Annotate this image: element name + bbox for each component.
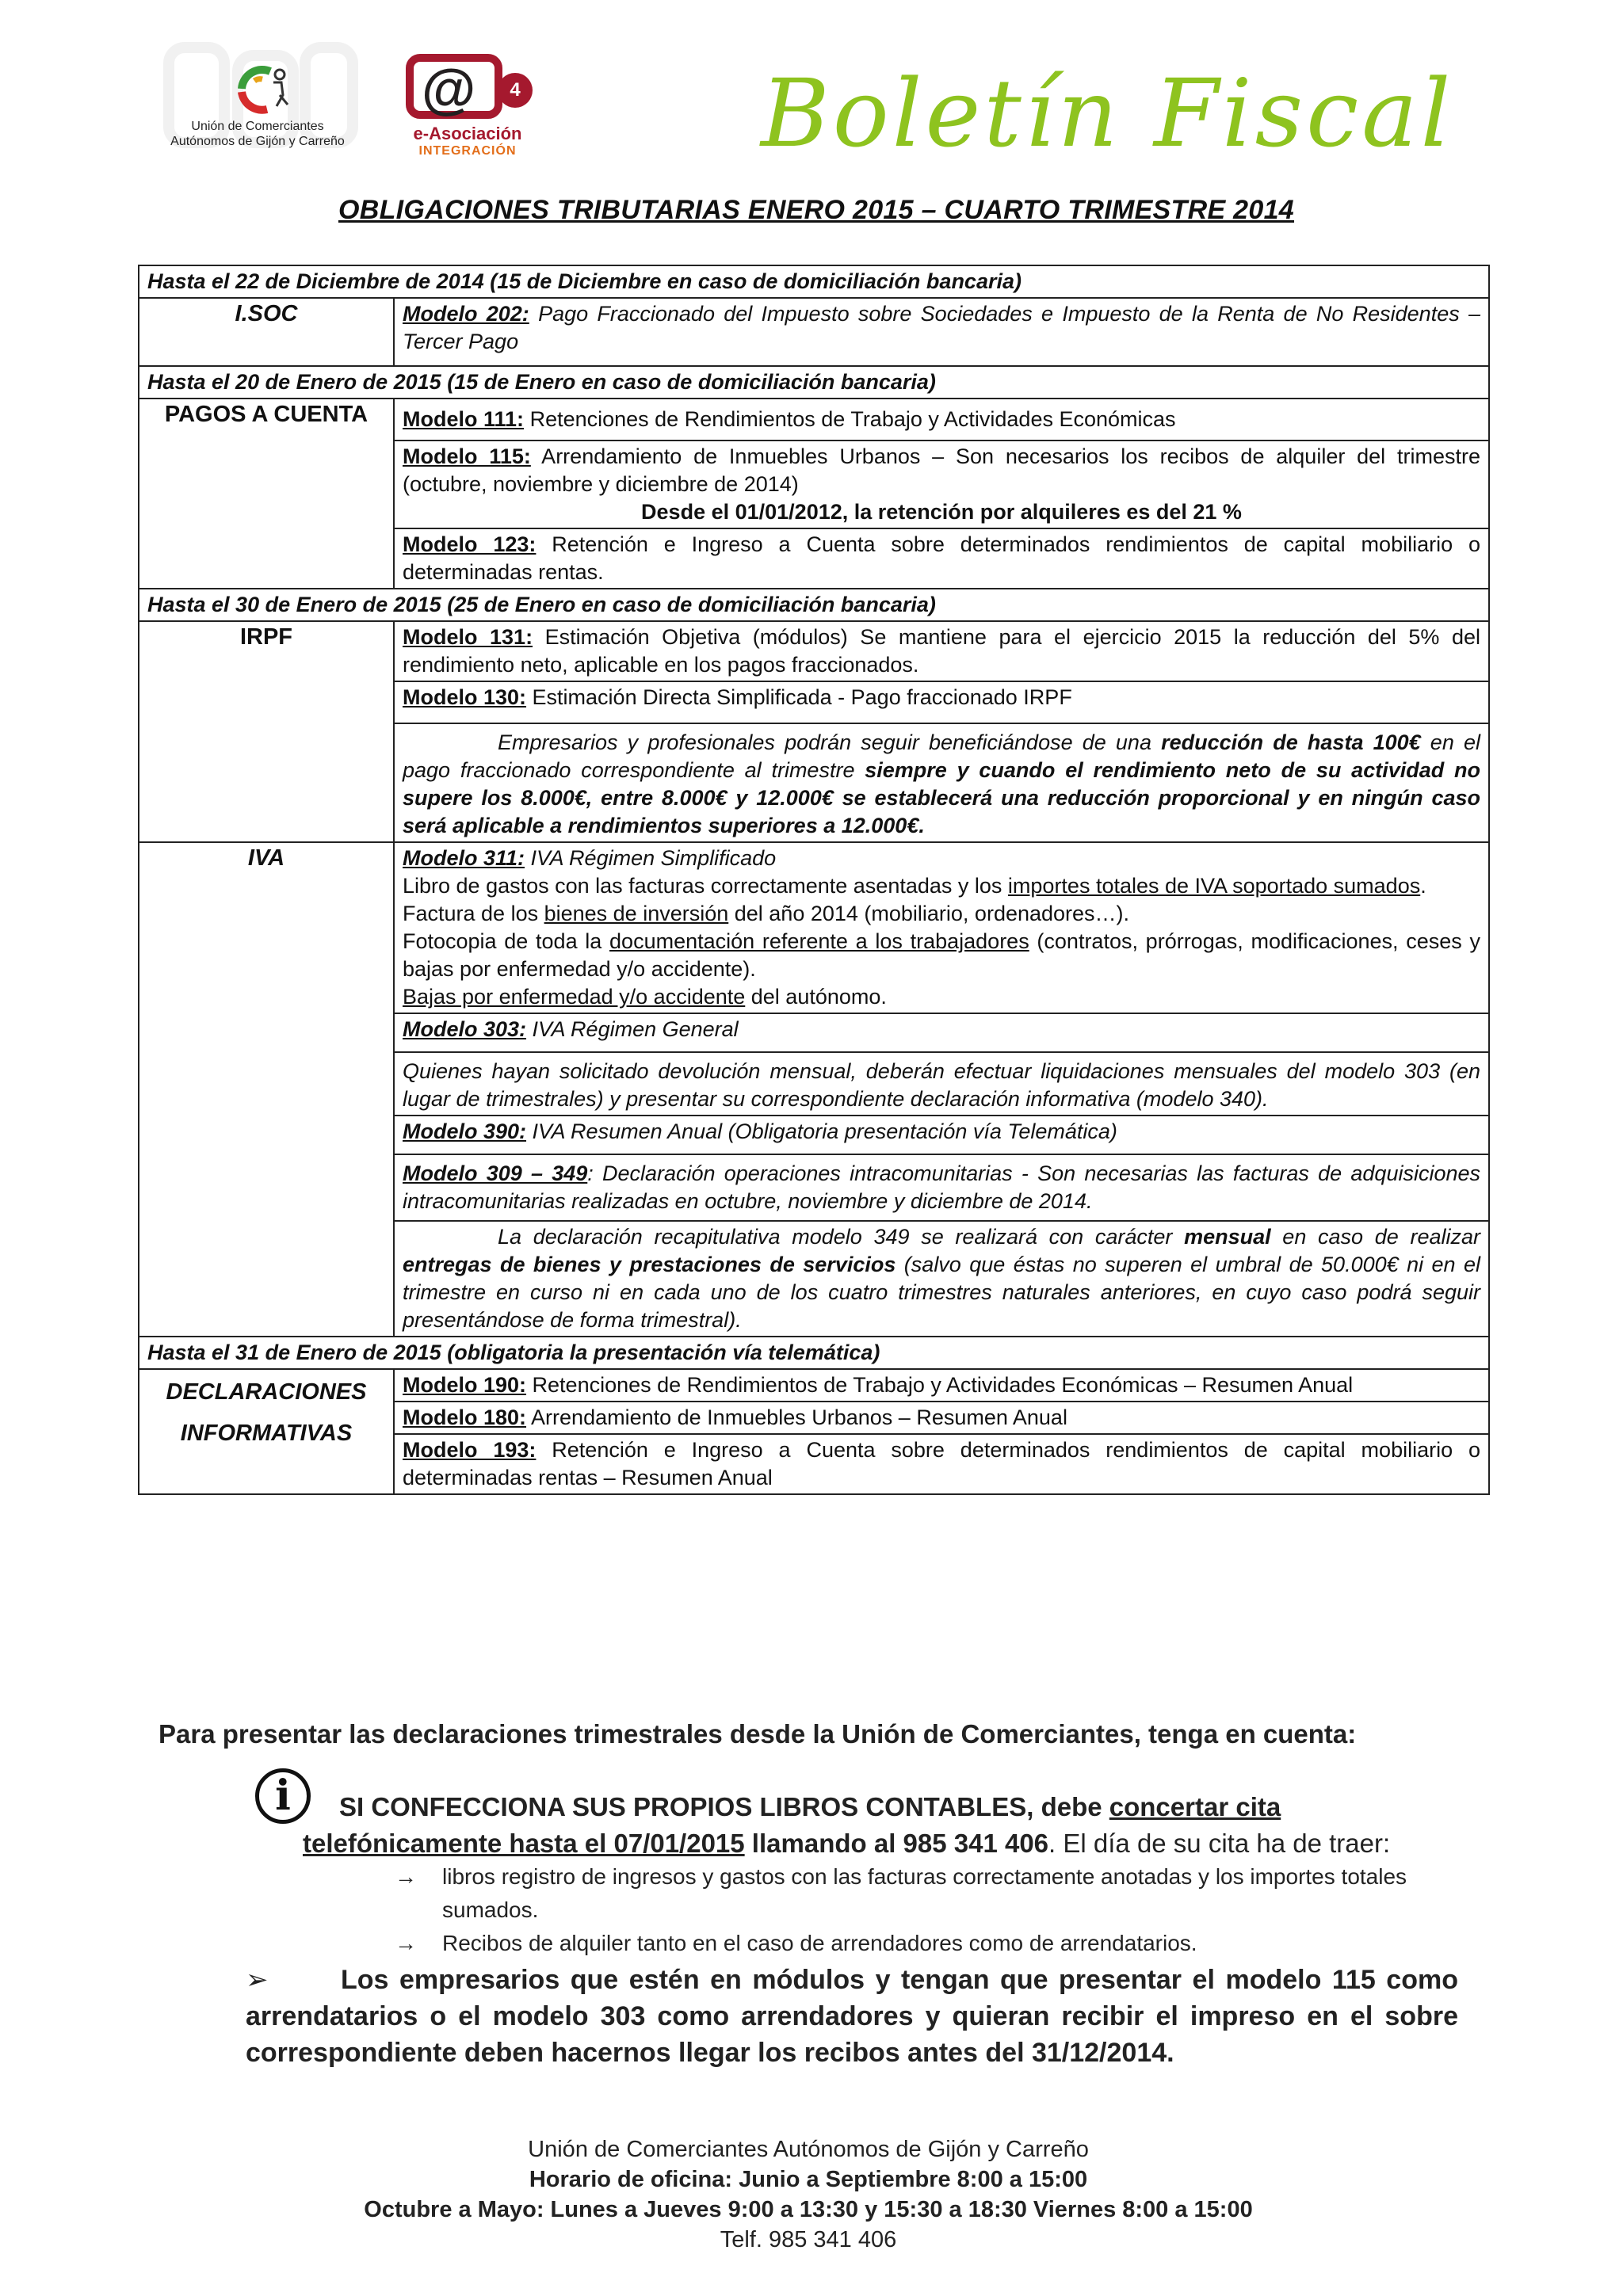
tax-label-isoc: I.SOC xyxy=(139,298,394,366)
model-number: Modelo 180: xyxy=(403,1405,527,1429)
model-number: Modelo 131: xyxy=(403,625,533,649)
model-cell xyxy=(394,681,1489,723)
list-item-text: Recibos de alquiler tanto en el caso de arrendadores como de arrendatarios. xyxy=(442,1931,1197,1955)
tax-label-irpf: IRPF xyxy=(139,621,394,842)
table-row xyxy=(139,1369,1489,1402)
model-description: IVA Régimen General xyxy=(526,1017,739,1041)
model-description: Retenciones de Rendimientos de Trabajo y Actividades Económicas xyxy=(524,407,1176,431)
e-asociacion-logo xyxy=(396,54,539,165)
section-header-row xyxy=(139,366,1489,399)
table-row xyxy=(139,621,1489,681)
model-description: Retención e Ingreso a Cuenta sobre determinados rendimientos de capital mobiliario o determinadas rentas – Resumen Anual xyxy=(403,1438,1480,1489)
comerciantes-emblem-icon xyxy=(235,63,291,116)
model-description: Pago Fraccionado del Impuesto sobre Sociedades e Impuesto de la Renta de No Residentes – Tercer Pago xyxy=(403,302,1480,353)
logo2-line2: INTEGRACIÓN xyxy=(418,144,517,158)
logo2-line1: e-Asociación xyxy=(413,124,522,143)
model-number: Modelo 115: xyxy=(403,444,531,468)
requirement-line xyxy=(403,900,1480,928)
model-description: IVA Régimen Simplificado xyxy=(525,846,777,870)
requirement-underlined: importes totales de IVA soportado sumados xyxy=(1007,874,1421,898)
model-cell xyxy=(394,1154,1489,1221)
page-footer xyxy=(317,2134,1300,2255)
arrow-icon: → xyxy=(395,1931,417,1955)
reduction-condition: siempre y cuando el rendimiento neto de su actividad no supere los 8.000€, entre 8.000€ y 12.000€ se establecerá una reducción proporcional y en ningún caso será aplicable a rendimientos superiores a 12.000€. xyxy=(403,758,1480,837)
retention-note: Desde el 01/01/2012, la retención por alquileres es del 21 % xyxy=(641,500,1242,524)
section-header-row xyxy=(139,265,1489,298)
requirement-underlined: Bajas por enfermedad y/o accidente xyxy=(403,985,746,1009)
list-item xyxy=(388,1860,1482,1927)
requirement-text: Fotocopia de toda la xyxy=(403,929,610,953)
model-description: Estimación Objetiva (módulos) Se mantiene para el ejercicio 2015 la reducción del 5% del rendimiento neto, aplicable en los pagos fraccionados. xyxy=(403,625,1480,677)
requirement-text: del año 2014 (mobiliario, ordenadores…). xyxy=(728,902,1130,925)
model-number: Modelo 111: xyxy=(403,407,525,431)
section-header: Hasta el 31 de Enero de 2015 (obligatoria la presentación vía telemática) xyxy=(139,1337,1489,1369)
obligations-table xyxy=(138,265,1490,1495)
appointment-text xyxy=(303,1789,1460,1862)
requirement-line xyxy=(403,872,1480,900)
note-text: (salvo que éstas no superen el umbral de 50.000€ ni en el trimestre en curso ni en cada uno de los cuatro trimestres naturales anteriores, en cuyo caso podrá seguir presentándose de forma trimestral). xyxy=(403,1253,1480,1332)
requirement-text: del autónomo. xyxy=(745,985,887,1009)
table-row xyxy=(139,842,1489,1013)
model-description: Arrendamiento de Inmuebles Urbanos – Resumen Anual xyxy=(526,1405,1067,1429)
model-number: Modelo 390: xyxy=(403,1119,527,1143)
info-icon-glyph: i xyxy=(275,1772,291,1820)
note-bold: mensual xyxy=(1184,1225,1271,1249)
modules-note xyxy=(246,1962,1458,2071)
label-line: DECLARACIONES xyxy=(166,1379,367,1405)
appointment-underlined: concertar cita telefónicamente hasta el 07/01/2015 xyxy=(303,1792,1281,1858)
model-description: Estimación Directa Simplificada - Pago fraccionado IRPF xyxy=(526,685,1072,709)
reduction-note-cell xyxy=(394,723,1489,842)
monthly-refund-note: Quienes hayan solicitado devolución mensual, deberán efectuar liquidaciones mensuales del modelo 303 (en lugar de trimestrales) y presentar su correspondiente declaración informativa (modelo 340). xyxy=(394,1052,1489,1116)
tax-label-iva: IVA xyxy=(139,842,394,1337)
at-sign-icon: @ xyxy=(422,58,476,120)
model-number: Modelo 190: xyxy=(403,1373,527,1397)
model-number: Modelo 309 – 349 xyxy=(403,1161,588,1185)
notes-intro: Para presentar las declaraciones trimestrales desde la Unión de Comerciantes, tenga en cuenta: xyxy=(158,1719,1357,1749)
arrow-icon: → xyxy=(395,1864,417,1889)
list-item xyxy=(388,1927,1482,1960)
reduction-text: Empresarios y profesionales podrán seguir beneficiándose de una xyxy=(498,730,1162,754)
model-cell xyxy=(394,842,1489,1013)
requirement-text: Factura de los xyxy=(403,902,544,925)
model-line xyxy=(403,845,1480,872)
model-number: Modelo 202: xyxy=(403,302,529,326)
model-number: Modelo 193: xyxy=(403,1438,537,1462)
model-description: : Declaración operaciones intracomunitarias - Son necesarias las facturas de adquisiciones intracomunitarias realizadas en octubre, noviembre y diciembre de 2014. xyxy=(403,1161,1481,1213)
model-description: IVA Resumen Anual (Obligatoria presentación vía Telemática) xyxy=(526,1119,1117,1143)
note-text: en caso de realizar xyxy=(1270,1225,1480,1249)
model-line xyxy=(403,443,1480,498)
model-cell xyxy=(394,621,1489,681)
requirement-text: . xyxy=(1420,874,1426,898)
section-header: Hasta el 22 de Diciembre de 2014 (15 de Diciembre en caso de domiciliación bancaria) xyxy=(139,265,1489,298)
model-cell xyxy=(394,1013,1489,1052)
model-cell xyxy=(394,441,1489,528)
appointment-phone: llamando al 985 341 406 xyxy=(744,1829,1049,1858)
model-number: Modelo 311: xyxy=(403,846,525,870)
section-header: Hasta el 20 de Enero de 2015 (15 de Enero en caso de domiciliación bancaria) xyxy=(139,366,1489,399)
model-description: Arrendamiento de Inmuebles Urbanos – Son necesarios los recibos de alquiler del trimestre (octubre, noviembre y diciembre de 2014) xyxy=(403,444,1480,496)
recapitulative-note xyxy=(394,1221,1489,1337)
tax-label-declaraciones xyxy=(139,1369,394,1494)
requirement-underlined: documentación referente a los trabajadores xyxy=(609,929,1029,953)
at-box-icon xyxy=(406,54,502,119)
brand-title: Boletín Fiscal xyxy=(761,59,1454,168)
footer-phone: Telf. 985 341 406 xyxy=(720,2227,897,2252)
appointment-bold: SI CONFECCIONA SUS PROPIOS LIBROS CONTABLES, debe xyxy=(339,1792,1109,1821)
model-cell xyxy=(394,298,1489,366)
section-header: Hasta el 30 de Enero de 2015 (25 de Enero en caso de domiciliación bancaria) xyxy=(139,589,1489,621)
reduction-amount: reducción de hasta 100€ xyxy=(1161,730,1421,754)
model-description: Retención e Ingreso a Cuenta sobre determinados rendimientos de capital mobiliario o determinadas rentas. xyxy=(403,532,1480,584)
model-number: Modelo 303: xyxy=(403,1017,527,1041)
requirement-line xyxy=(403,928,1480,983)
union-comerciantes-logo-text xyxy=(155,119,361,149)
list-item-text: libros registro de ingresos y gastos con las facturas correctamente anotadas y los importes totales sumados. xyxy=(442,1864,1407,1922)
tax-label-pagos-a-cuenta: PAGOS A CUENTA xyxy=(139,399,394,589)
logo1-line2: Autónomos de Gijón y Carreño xyxy=(170,135,345,148)
logo2-badge: 4 xyxy=(498,73,533,108)
requirement-text: (contratos, prórrogas, modificaciones, ceses y bajas por enfermedad y/o accidente). xyxy=(403,929,1480,981)
requirement-underlined: bienes de inversión xyxy=(544,902,729,925)
bring-list xyxy=(388,1860,1482,1960)
appointment-rest: . El día de su cita ha de traer: xyxy=(1048,1829,1391,1858)
union-comerciantes-logo xyxy=(155,40,361,166)
model-cell xyxy=(394,1402,1489,1434)
requirement-line xyxy=(403,983,1480,1011)
section-header-row xyxy=(139,1337,1489,1369)
footer-hours-summer: Horario de oficina: Junio a Septiembre 8:00 a 15:00 xyxy=(529,2167,1088,2192)
table-row xyxy=(139,298,1489,366)
model-cell xyxy=(394,1434,1489,1494)
model-cell xyxy=(394,1369,1489,1402)
reduction-text: en el pago fraccionado correspondiente al trimestre xyxy=(403,730,1480,782)
arrow-bullet-icon: ➢ xyxy=(246,1965,269,1995)
logo1-line1: Unión de Comerciantes xyxy=(191,120,324,133)
note-text: La declaración recapitulativa modelo 349 se realizará con carácter xyxy=(498,1225,1185,1249)
model-cell xyxy=(394,399,1489,441)
note-bold: entregas de bienes y prestaciones de servicios xyxy=(403,1253,896,1276)
model-cell xyxy=(394,528,1489,589)
footer-org: Unión de Comerciantes Autónomos de Gijón y Carreño xyxy=(528,2137,1089,2162)
section-header-row xyxy=(139,589,1489,621)
document-title: OBLIGACIONES TRIBUTARIAS ENERO 2015 – CUARTO TRIMESTRE 2014 xyxy=(338,195,1295,225)
table-row xyxy=(139,399,1489,441)
model-number: Modelo 123: xyxy=(403,532,537,556)
appointment-note xyxy=(303,1789,1460,1862)
model-number: Modelo 130: xyxy=(403,685,527,709)
label-line: INFORMATIVAS xyxy=(180,1421,353,1446)
model-description: Retenciones de Rendimientos de Trabajo y Actividades Económicas – Resumen Anual xyxy=(526,1373,1354,1397)
requirement-text: Libro de gastos con las facturas correctamente asentadas y los xyxy=(403,874,1008,898)
model-cell xyxy=(394,1116,1489,1154)
page-header xyxy=(0,0,1623,166)
modules-note-text: Los empresarios que estén en módulos y tengan que presentar el modelo 115 como arrendatarios o el modelo 303 como arrendadores y quieran recibir el impreso en el sobre correspondiente deben hacernos llegar los recibos antes del 31/12/2014. xyxy=(246,1965,1458,2068)
footer-hours-winter: Octubre a Mayo: Lunes a Jueves 9:00 a 13:30 y 15:30 a 18:30 Viernes 8:00 a 15:00 xyxy=(364,2197,1253,2222)
